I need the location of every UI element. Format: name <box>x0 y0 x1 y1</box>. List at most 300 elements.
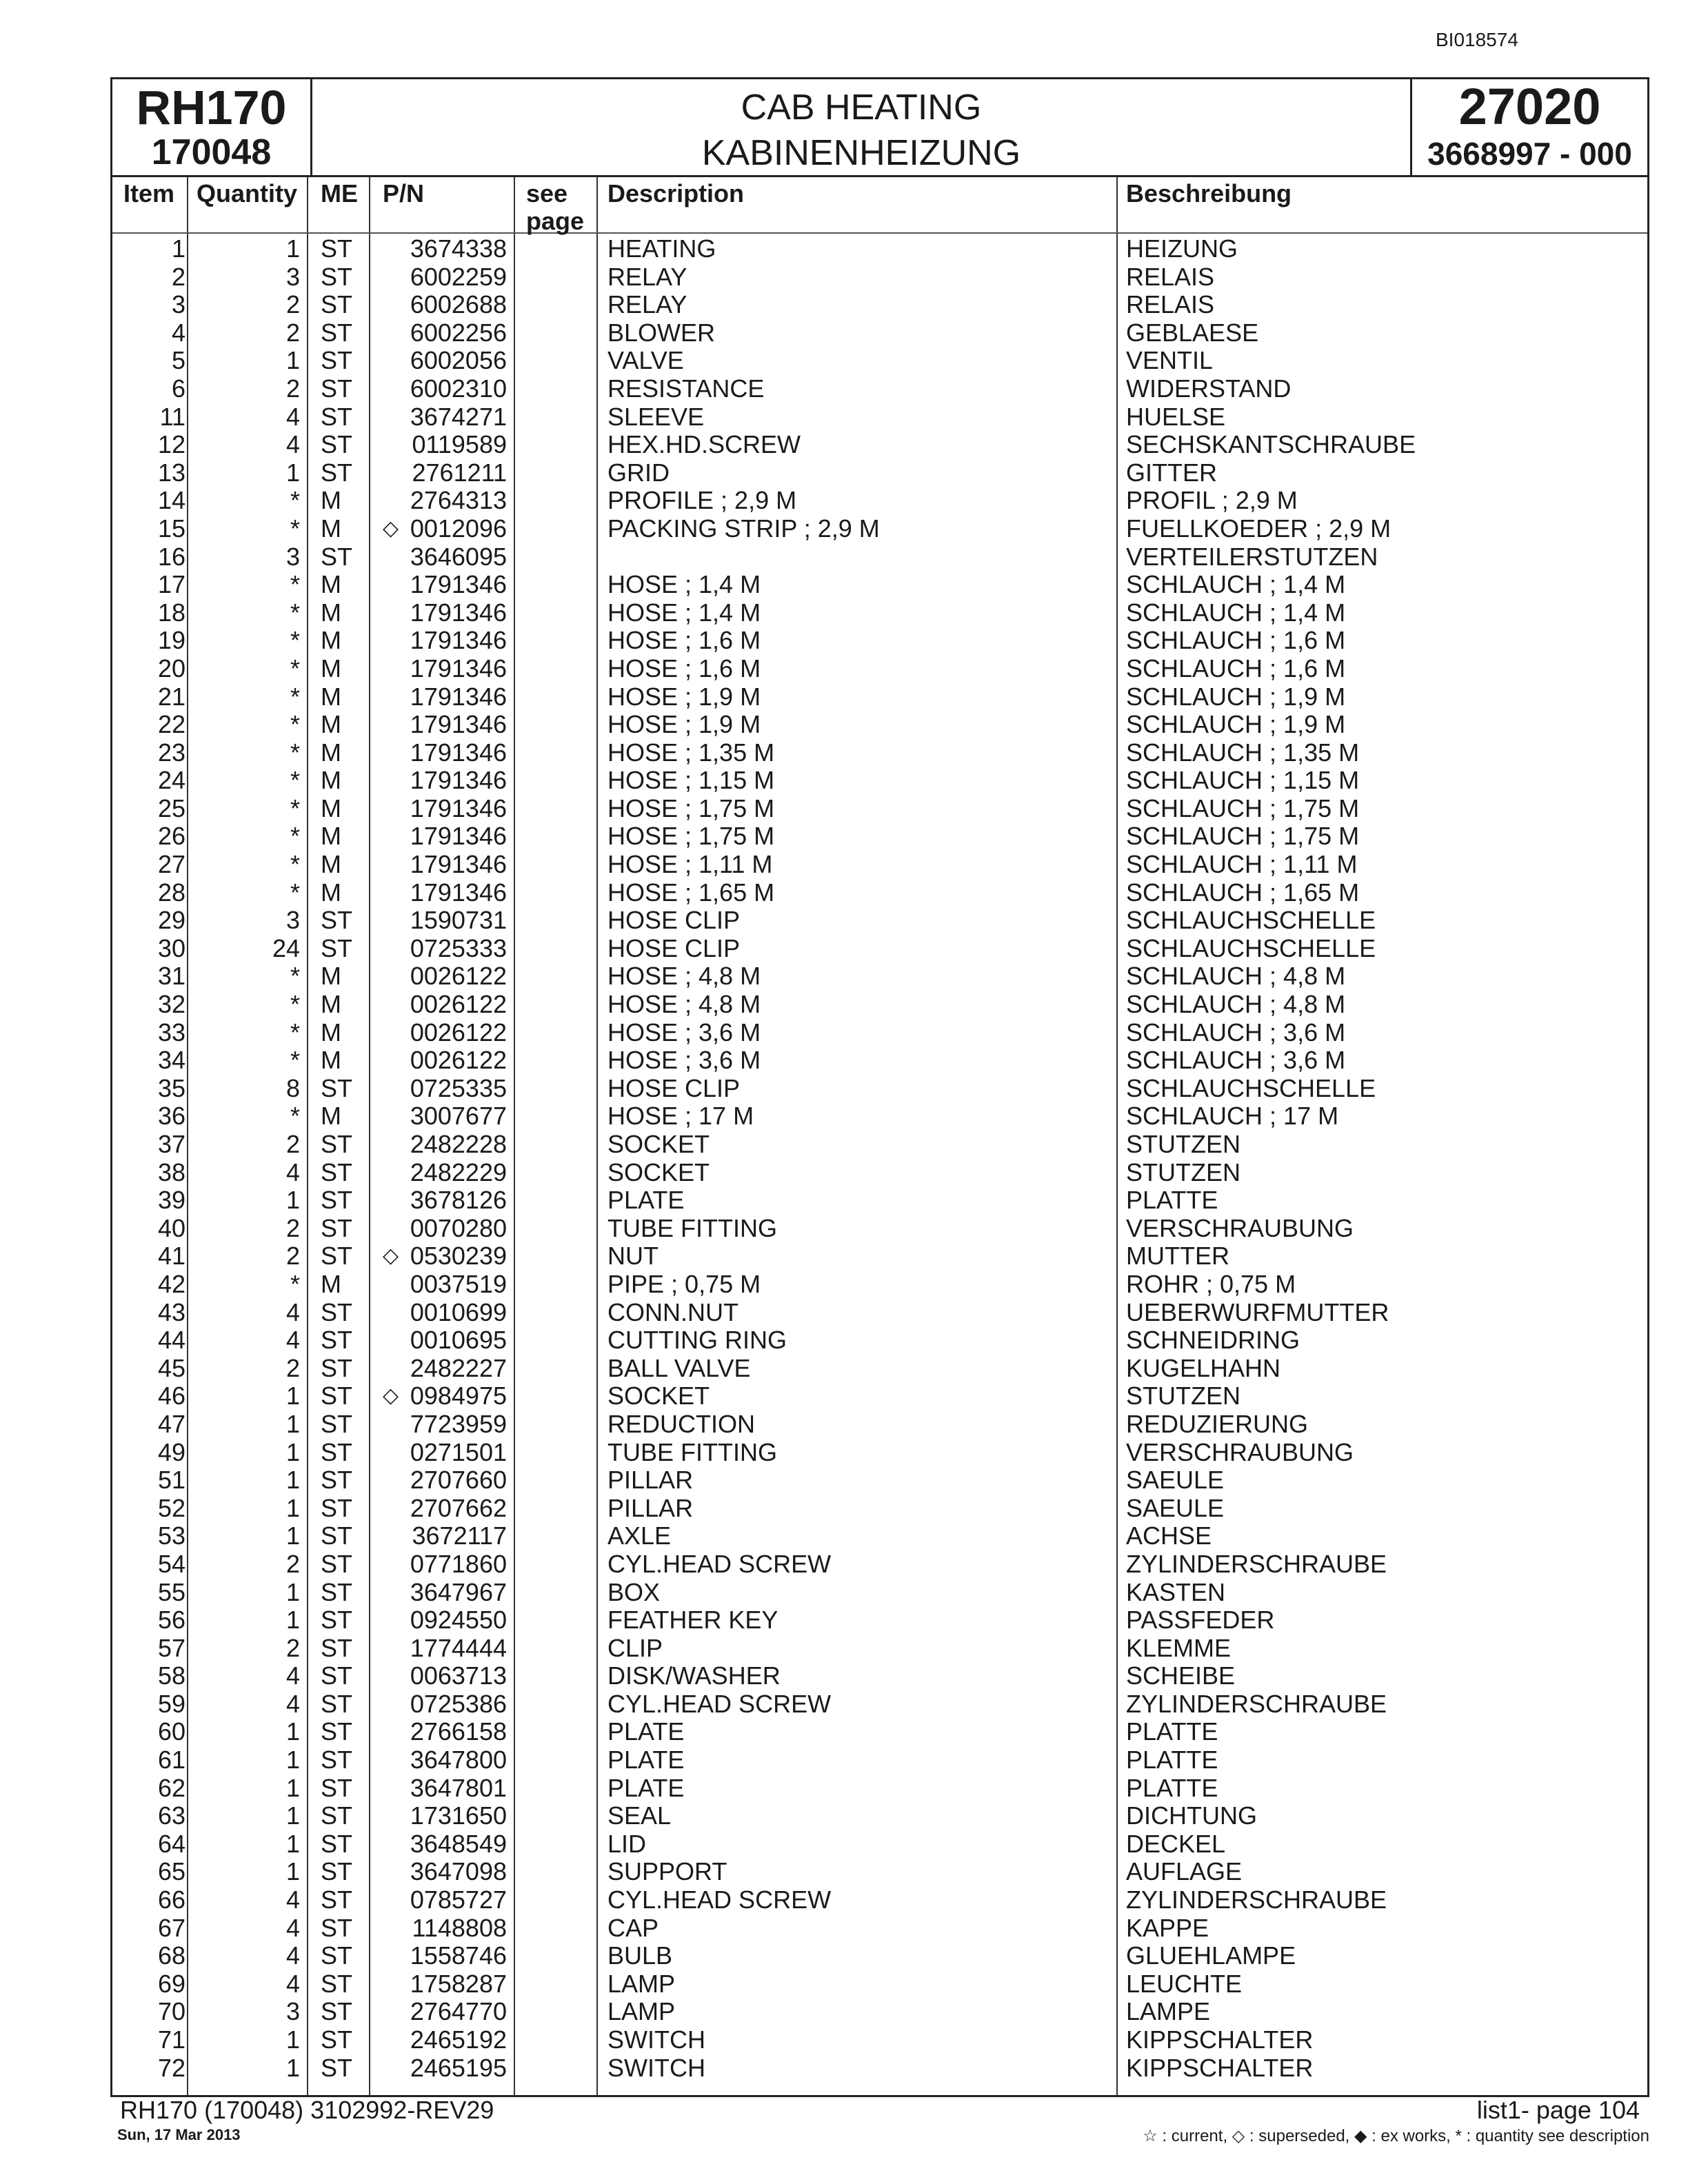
unit-cell: ST <box>321 1130 353 1158</box>
beschreibung-cell: KLEMME <box>1126 1633 1232 1662</box>
beschreibung-cell: ZYLINDERSCHRAUBE <box>1126 1885 1387 1914</box>
item-cell: 69 <box>157 1969 185 1998</box>
table-row <box>112 1830 1647 1859</box>
description-cell: RELAY <box>607 262 687 291</box>
part-number-cell: 1148808 <box>412 1913 507 1942</box>
footer-document-ref: RH170 (170048) 3102992-REV29 <box>120 2096 494 2124</box>
beschreibung-cell: VERTEILERSTUTZEN <box>1126 542 1378 571</box>
description-cell: SOCKET <box>607 1130 710 1158</box>
description-cell: GRID <box>607 458 670 487</box>
quantity-cell: 3 <box>285 262 300 291</box>
beschreibung-cell: SCHLAUCH ; 1,9 M <box>1126 710 1346 739</box>
description-cell: PIPE ; 0,75 M <box>607 1269 761 1298</box>
item-cell: 33 <box>157 1018 185 1046</box>
quantity-cell: 4 <box>285 1326 300 1355</box>
beschreibung-cell: GITTER <box>1126 458 1217 487</box>
table-row <box>112 1746 1647 1775</box>
description-cell: PILLAR <box>607 1493 694 1522</box>
unit-cell: M <box>321 822 341 851</box>
item-cell: 2 <box>171 262 185 291</box>
col-header-me: ME <box>321 179 358 208</box>
unit-cell: ST <box>321 2025 353 2054</box>
unit-cell: ST <box>321 1437 353 1466</box>
part-number-cell: 3672117 <box>412 1521 507 1550</box>
description-cell: HOSE ; 1,9 M <box>607 682 761 711</box>
group-block <box>1410 79 1647 175</box>
part-number-cell: 1791346 <box>410 654 507 682</box>
description-cell: LAMP <box>607 1969 676 1998</box>
item-cell: 29 <box>157 906 185 935</box>
unit-cell: ST <box>321 1213 353 1242</box>
part-number-cell: 0725386 <box>410 1689 507 1718</box>
parts-table-body <box>112 235 1647 2082</box>
part-number-cell: 6002688 <box>410 290 507 319</box>
part-number-cell: 2707662 <box>410 1493 507 1522</box>
unit-cell: ST <box>321 1941 353 1970</box>
beschreibung-cell: SCHLAUCH ; 1,75 M <box>1126 822 1360 851</box>
table-row <box>112 1914 1647 1943</box>
unit-cell: M <box>321 962 341 991</box>
quantity-cell: * <box>290 682 300 711</box>
item-cell: 24 <box>157 766 185 795</box>
unit-cell: M <box>321 514 341 543</box>
item-cell: 35 <box>157 1073 185 1102</box>
description-cell: HEX.HD.SCREW <box>607 430 801 459</box>
description-cell: SEAL <box>607 1801 672 1830</box>
quantity-cell: * <box>290 878 300 907</box>
unit-cell: ST <box>321 1493 353 1522</box>
quantity-cell: 1 <box>285 458 300 487</box>
unit-cell: ST <box>321 1073 353 1102</box>
part-number-cell: 0026122 <box>410 1018 507 1046</box>
description-cell: HOSE ; 1,6 M <box>607 626 761 655</box>
description-cell: HOSE ; 1,15 M <box>607 766 775 795</box>
quantity-cell: 3 <box>285 906 300 935</box>
description-cell: SLEEVE <box>607 402 705 431</box>
unit-cell: ST <box>321 1409 353 1438</box>
quantity-cell: 1 <box>285 1186 300 1215</box>
quantity-cell: * <box>290 1102 300 1131</box>
beschreibung-cell: PASSFEDER <box>1126 1606 1275 1635</box>
table-row <box>112 235 1647 263</box>
beschreibung-cell: RELAIS <box>1126 290 1215 319</box>
description-cell: PROFILE ; 2,9 M <box>607 486 797 515</box>
table-row <box>112 1886 1647 1914</box>
item-cell: 20 <box>157 654 185 682</box>
beschreibung-cell: GLUEHLAMPE <box>1126 1941 1296 1970</box>
unit-cell: ST <box>321 234 353 263</box>
table-row <box>112 431 1647 459</box>
beschreibung-cell: STUTZEN <box>1126 1382 1240 1410</box>
quantity-cell: * <box>290 1046 300 1075</box>
model-block <box>112 79 312 175</box>
table-row <box>112 1662 1647 1690</box>
unit-cell: ST <box>321 374 353 403</box>
part-number-cell: 1791346 <box>410 793 507 822</box>
unit-cell: ST <box>321 402 353 431</box>
beschreibung-cell: SCHLAUCHSCHELLE <box>1126 933 1376 962</box>
item-cell: 37 <box>157 1130 185 1158</box>
unit-cell: M <box>321 850 341 879</box>
quantity-cell: 2 <box>285 1353 300 1382</box>
unit-cell: M <box>321 598 341 627</box>
item-cell: 31 <box>157 962 185 991</box>
beschreibung-cell: SCHEIBE <box>1126 1661 1236 1690</box>
description-cell: HOSE ; 3,6 M <box>607 1046 761 1075</box>
supersede-symbol: ◇ <box>383 1244 399 1268</box>
table-row <box>112 375 1647 403</box>
part-number-cell: 2707660 <box>410 1466 507 1495</box>
footer-page-number: list1- page 104 <box>1476 2096 1640 2124</box>
table-row <box>112 1019 1647 1047</box>
item-cell: 19 <box>157 626 185 655</box>
item-cell: 1 <box>171 234 185 263</box>
table-row <box>112 1186 1647 1215</box>
part-number-cell: 0012096 <box>410 514 507 543</box>
unit-cell: M <box>321 654 341 682</box>
quantity-cell: 2 <box>285 374 300 403</box>
quantity-cell: 1 <box>285 1382 300 1410</box>
quantity-cell: 1 <box>285 1801 300 1830</box>
table-row <box>112 1439 1647 1467</box>
item-cell: 6 <box>171 374 185 403</box>
quantity-cell: 4 <box>285 1689 300 1718</box>
unit-cell: M <box>321 1046 341 1075</box>
table-row <box>112 767 1647 795</box>
table-row <box>112 1326 1647 1355</box>
quantity-cell: 1 <box>285 346 300 375</box>
quantity-cell: 1 <box>285 1437 300 1466</box>
quantity-cell: 1 <box>285 1409 300 1438</box>
unit-cell: ST <box>321 1326 353 1355</box>
table-row <box>112 543 1647 572</box>
beschreibung-cell: SCHLAUCH ; 17 M <box>1126 1102 1339 1131</box>
beschreibung-cell: SAEULE <box>1126 1466 1225 1495</box>
beschreibung-cell: DICHTUNG <box>1126 1801 1257 1830</box>
table-row <box>112 515 1647 543</box>
beschreibung-cell: SCHLAUCH ; 3,6 M <box>1126 1018 1346 1046</box>
unit-cell: M <box>321 793 341 822</box>
quantity-cell: 3 <box>285 542 300 571</box>
table-row <box>112 1410 1647 1439</box>
part-number-cell: 0771860 <box>410 1549 507 1578</box>
item-cell: 58 <box>157 1661 185 1690</box>
description-cell: HOSE ; 1,11 M <box>607 850 773 879</box>
description-cell: HOSE CLIP <box>607 933 741 962</box>
description-cell: CAP <box>607 1913 659 1942</box>
unit-cell: M <box>321 626 341 655</box>
beschreibung-cell: PLATTE <box>1126 1746 1218 1775</box>
group-number: 3668997 - 000 <box>1427 136 1632 172</box>
quantity-cell: 2 <box>285 318 300 347</box>
part-number-cell: 0026122 <box>410 990 507 1019</box>
col-header-pn: P/N <box>383 179 425 208</box>
beschreibung-cell: SCHLAUCH ; 1,9 M <box>1126 682 1346 711</box>
description-cell: CONN.NUT <box>607 1297 738 1326</box>
table-row <box>112 1215 1647 1243</box>
part-number-cell: 0271501 <box>410 1437 507 1466</box>
unit-cell: M <box>321 738 341 767</box>
quantity-cell: * <box>290 626 300 655</box>
item-cell: 38 <box>157 1157 185 1186</box>
quantity-cell: 1 <box>285 2053 300 2082</box>
table-row <box>112 1159 1647 1187</box>
title-english: CAB HEATING <box>741 88 982 128</box>
item-cell: 13 <box>157 458 185 487</box>
unit-cell: ST <box>321 1885 353 1914</box>
description-cell: PACKING STRIP ; 2,9 M <box>607 514 880 543</box>
beschreibung-cell: KIPPSCHALTER <box>1126 2025 1314 2054</box>
item-cell: 70 <box>157 1997 185 2026</box>
table-row <box>112 1775 1647 1803</box>
part-number-cell: 3647801 <box>410 1773 507 1802</box>
quantity-cell: 4 <box>285 1157 300 1186</box>
table-row <box>112 655 1647 683</box>
beschreibung-cell: HUELSE <box>1126 402 1226 431</box>
table-row <box>112 991 1647 1019</box>
part-number-cell: 1791346 <box>410 738 507 767</box>
unit-cell: ST <box>321 1997 353 2026</box>
item-cell: 67 <box>157 1913 185 1942</box>
table-row <box>112 851 1647 879</box>
description-cell: AXLE <box>607 1521 672 1550</box>
beschreibung-cell: VENTIL <box>1126 346 1214 375</box>
description-cell: LID <box>607 1829 647 1858</box>
description-cell: HOSE ; 1,4 M <box>607 570 761 599</box>
description-cell: HOSE ; 1,65 M <box>607 878 775 907</box>
part-number-cell: 2482228 <box>410 1130 507 1158</box>
quantity-cell: 4 <box>285 430 300 459</box>
table-row <box>112 1131 1647 1159</box>
description-cell: REDUCTION <box>607 1409 755 1438</box>
unit-cell: M <box>321 486 341 515</box>
item-cell: 14 <box>157 486 185 515</box>
description-cell: CLIP <box>607 1633 663 1662</box>
serial-number: 170048 <box>151 132 272 172</box>
table-row <box>112 1942 1647 1970</box>
item-cell: 54 <box>157 1549 185 1578</box>
description-cell: SOCKET <box>607 1382 710 1410</box>
part-number-cell: 3647800 <box>410 1746 507 1775</box>
item-cell: 3 <box>171 290 185 319</box>
quantity-cell: * <box>290 793 300 822</box>
unit-cell: ST <box>321 1549 353 1578</box>
table-row <box>112 907 1647 935</box>
quantity-cell: 1 <box>285 1466 300 1495</box>
item-cell: 12 <box>157 430 185 459</box>
footer-date: Sun, 17 Mar 2013 <box>117 2126 241 2143</box>
table-row <box>112 487 1647 515</box>
part-number-cell: 0010699 <box>410 1297 507 1326</box>
quantity-cell: 1 <box>285 2025 300 2054</box>
unit-cell: M <box>321 710 341 739</box>
title-block <box>312 79 1410 175</box>
beschreibung-cell: KUGELHAHN <box>1126 1353 1281 1382</box>
quantity-cell: 4 <box>285 1885 300 1914</box>
unit-cell: ST <box>321 1969 353 1998</box>
beschreibung-cell: SCHLAUCH ; 4,8 M <box>1126 990 1346 1019</box>
item-cell: 68 <box>157 1941 185 1970</box>
part-number-cell: 2465192 <box>410 2025 507 2054</box>
item-cell: 55 <box>157 1577 185 1606</box>
table-row <box>112 1635 1647 1663</box>
unit-cell: M <box>321 766 341 795</box>
beschreibung-cell: SCHLAUCH ; 1,11 M <box>1126 850 1358 879</box>
table-row <box>112 683 1647 711</box>
unit-cell: ST <box>321 542 353 571</box>
description-cell: RELAY <box>607 290 687 319</box>
col-header-description: Description <box>607 179 745 208</box>
part-number-cell: 0119589 <box>412 430 507 459</box>
item-cell: 23 <box>157 738 185 767</box>
unit-cell: ST <box>321 1746 353 1775</box>
item-cell: 44 <box>157 1326 185 1355</box>
unit-cell: ST <box>321 262 353 291</box>
item-cell: 4 <box>171 318 185 347</box>
table-row <box>112 1970 1647 1999</box>
quantity-cell: 2 <box>285 1130 300 1158</box>
beschreibung-cell: KASTEN <box>1126 1577 1226 1606</box>
table-row <box>112 459 1647 487</box>
beschreibung-cell: LEUCHTE <box>1126 1969 1243 1998</box>
quantity-cell: 1 <box>285 1577 300 1606</box>
part-number-cell: 1774444 <box>410 1633 507 1662</box>
item-cell: 51 <box>157 1466 185 1495</box>
item-cell: 64 <box>157 1829 185 1858</box>
part-number-cell: 3007677 <box>410 1102 507 1131</box>
part-number-cell: 2764770 <box>410 1997 507 2026</box>
table-row <box>112 1046 1647 1075</box>
item-cell: 56 <box>157 1606 185 1635</box>
table-row <box>112 1550 1647 1579</box>
table-row <box>112 1299 1647 1327</box>
item-cell: 32 <box>157 990 185 1019</box>
item-cell: 27 <box>157 850 185 879</box>
quantity-cell: 4 <box>285 1969 300 1998</box>
quantity-cell: 4 <box>285 402 300 431</box>
table-row <box>112 291 1647 319</box>
unit-cell: M <box>321 1102 341 1131</box>
description-cell: HOSE ; 3,6 M <box>607 1018 761 1046</box>
beschreibung-cell: MUTTER <box>1126 1242 1229 1271</box>
description-cell: CUTTING RING <box>607 1326 787 1355</box>
part-number-cell: 1791346 <box>410 710 507 739</box>
part-number-cell: 2764313 <box>410 486 507 515</box>
description-cell: PILLAR <box>607 1466 694 1495</box>
quantity-cell: * <box>290 1269 300 1298</box>
unit-cell: ST <box>321 1857 353 1886</box>
item-cell: 17 <box>157 570 185 599</box>
item-cell: 42 <box>157 1269 185 1298</box>
table-row <box>112 2026 1647 2054</box>
beschreibung-cell: SCHLAUCH ; 1,4 M <box>1126 598 1346 627</box>
part-number-cell: 0530239 <box>410 1242 507 1271</box>
unit-cell: ST <box>321 1606 353 1635</box>
description-cell: HOSE ; 1,6 M <box>607 654 761 682</box>
item-cell: 30 <box>157 933 185 962</box>
quantity-cell: 2 <box>285 1549 300 1578</box>
beschreibung-cell: FUELLKOEDER ; 2,9 M <box>1126 514 1391 543</box>
table-row <box>112 1466 1647 1495</box>
quantity-cell: * <box>290 514 300 543</box>
item-cell: 63 <box>157 1801 185 1830</box>
group-code: 27020 <box>1458 78 1601 135</box>
table-row <box>112 1579 1647 1607</box>
table-row <box>112 1998 1647 2026</box>
beschreibung-cell: PLATTE <box>1126 1717 1218 1746</box>
item-cell: 5 <box>171 346 185 375</box>
beschreibung-cell: VERSCHRAUBUNG <box>1126 1437 1354 1466</box>
part-number-cell: 0010695 <box>410 1326 507 1355</box>
table-row <box>112 1606 1647 1635</box>
part-number-cell: 3678126 <box>410 1186 507 1215</box>
quantity-cell: * <box>290 486 300 515</box>
part-number-cell: 0026122 <box>410 962 507 991</box>
description-cell: SWITCH <box>607 2025 705 2054</box>
unit-cell: ST <box>321 290 353 319</box>
quantity-cell: 4 <box>285 1941 300 1970</box>
unit-cell: ST <box>321 933 353 962</box>
unit-cell: ST <box>321 1773 353 1802</box>
item-cell: 46 <box>157 1382 185 1410</box>
table-row <box>112 1075 1647 1103</box>
part-number-cell: 0725333 <box>410 933 507 962</box>
parts-list-frame <box>110 77 1649 2097</box>
item-cell: 21 <box>157 682 185 711</box>
quantity-cell: * <box>290 710 300 739</box>
item-cell: 53 <box>157 1521 185 1550</box>
unit-cell: ST <box>321 1466 353 1495</box>
beschreibung-cell: PLATTE <box>1126 1773 1218 1802</box>
beschreibung-cell: PLATTE <box>1126 1186 1218 1215</box>
unit-cell: ST <box>321 346 353 375</box>
quantity-cell: 4 <box>285 1661 300 1690</box>
part-number-cell: 1791346 <box>410 598 507 627</box>
beschreibung-cell: VERSCHRAUBUNG <box>1126 1213 1354 1242</box>
beschreibung-cell: LAMPE <box>1126 1997 1211 2026</box>
unit-cell: ST <box>321 1242 353 1271</box>
table-row <box>112 1355 1647 1383</box>
beschreibung-cell: SCHLAUCH ; 1,75 M <box>1126 793 1360 822</box>
description-cell: PLATE <box>607 1746 685 1775</box>
table-row <box>112 879 1647 907</box>
item-cell: 15 <box>157 514 185 543</box>
description-cell: NUT <box>607 1242 659 1271</box>
table-row <box>112 403 1647 432</box>
quantity-cell: 1 <box>285 1717 300 1746</box>
part-number-cell: 1758287 <box>410 1969 507 1998</box>
description-cell: BALL VALVE <box>607 1353 751 1382</box>
item-cell: 59 <box>157 1689 185 1718</box>
table-row <box>112 319 1647 347</box>
table-row <box>112 263 1647 292</box>
item-cell: 36 <box>157 1102 185 1131</box>
unit-cell: M <box>321 878 341 907</box>
table-row <box>112 935 1647 963</box>
item-cell: 11 <box>159 402 185 431</box>
description-cell: BULB <box>607 1941 673 1970</box>
description-cell: HEATING <box>607 234 716 263</box>
quantity-cell: 1 <box>285 1773 300 1802</box>
part-number-cell: 1558746 <box>410 1941 507 1970</box>
part-number-cell: 3674338 <box>410 234 507 263</box>
title-german: KABINENHEIZUNG <box>701 133 1021 173</box>
beschreibung-cell: GEBLAESE <box>1126 318 1259 347</box>
unit-cell: ST <box>321 458 353 487</box>
unit-cell: M <box>321 682 341 711</box>
beschreibung-cell: RELAIS <box>1126 262 1215 291</box>
col-header-quantity: Quantity <box>197 179 298 208</box>
